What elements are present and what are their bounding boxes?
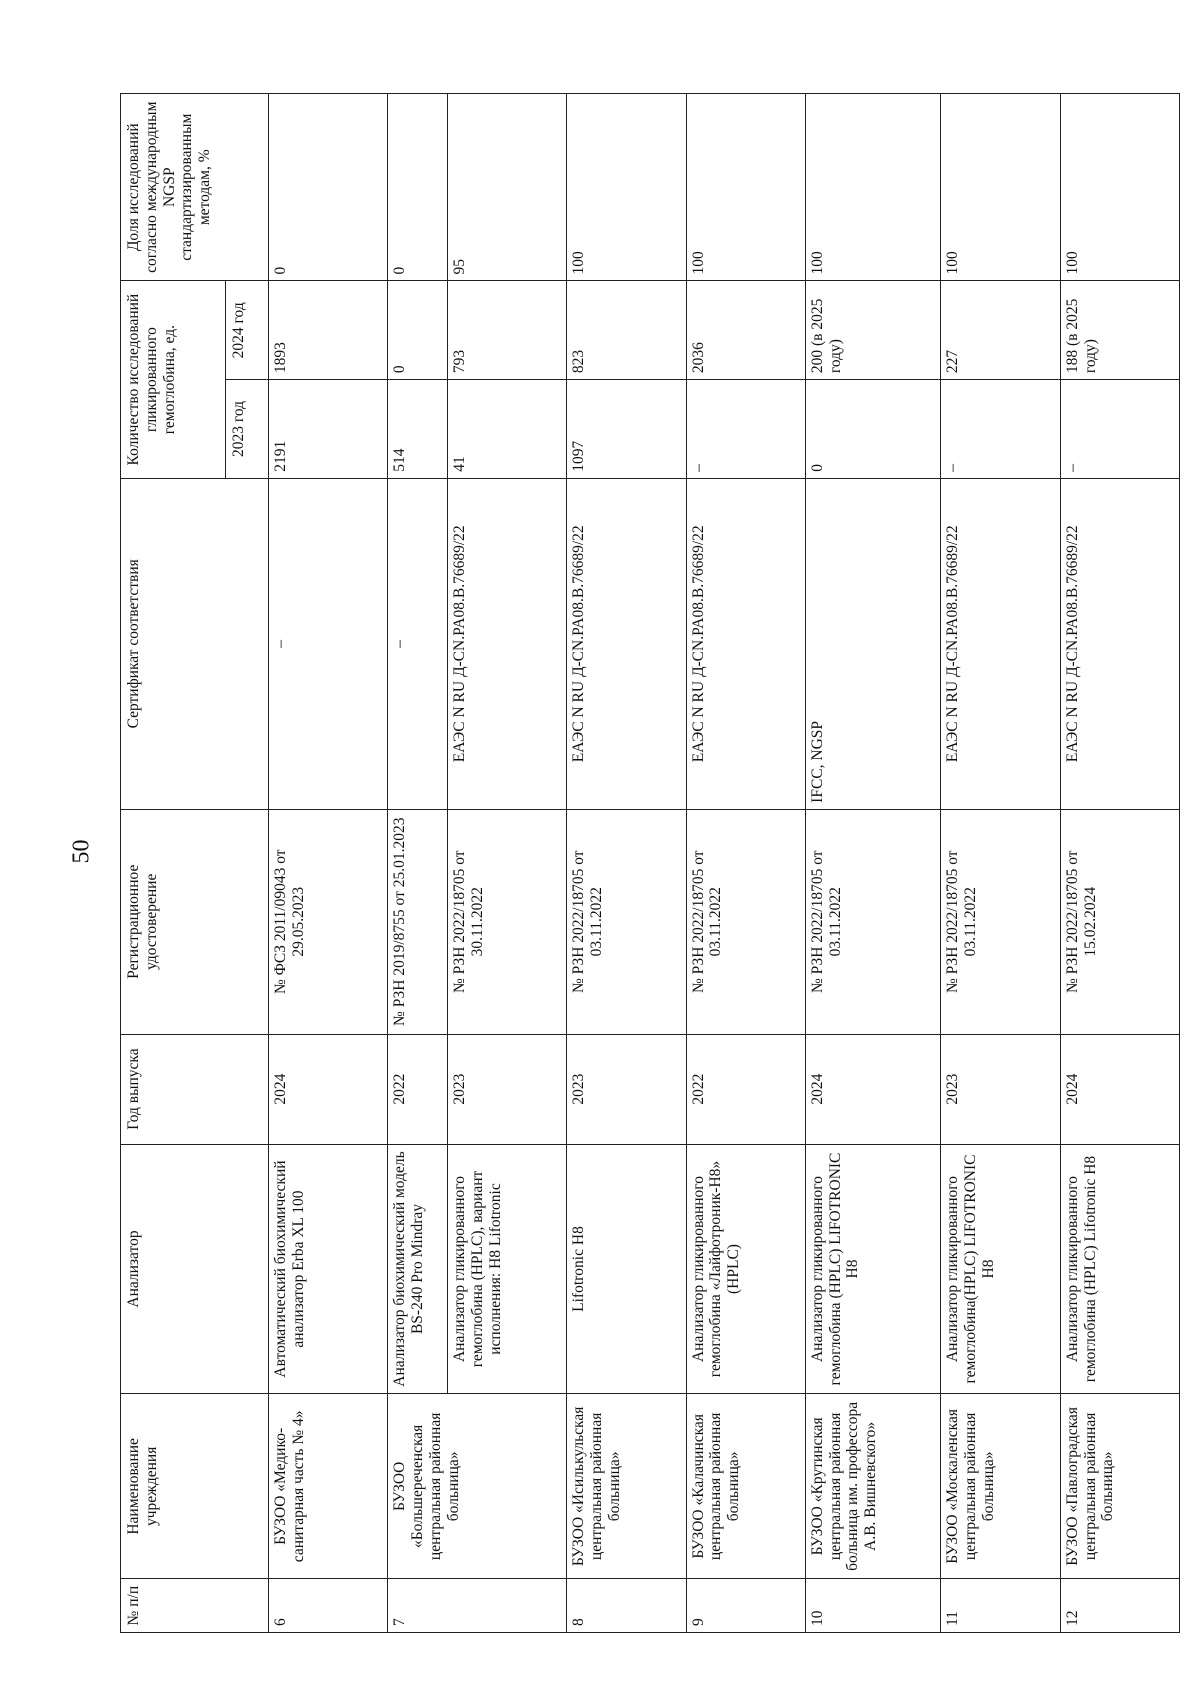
row-institution: БУЗОО «Крутинская центральная районная больница им. профессора А.В. Вишневского»: [805, 1394, 941, 1579]
row-year: 2024: [1060, 1034, 1179, 1144]
row-year: 2022: [686, 1034, 805, 1144]
page-number: 50: [68, 839, 95, 864]
header-count-2023: 2023 год: [226, 380, 269, 479]
row-share: 0: [269, 94, 388, 281]
row-count-2024: 2036: [686, 281, 805, 380]
row-certificate: –: [269, 478, 388, 809]
header-analyzer: Анализатор: [121, 1144, 269, 1394]
table-row: [805, 94, 941, 1633]
row-registration: № РЗН 2022/18705 от 03.11.2022: [567, 809, 686, 1034]
header-count: Количество исследований гликированного гемоглобина, ед.: [121, 281, 226, 478]
row-num: 10: [805, 1579, 941, 1633]
row-count-2024: 200 (в 2025 году): [805, 281, 941, 380]
header-num: № п/п: [121, 1579, 269, 1633]
row-count-2023: –: [941, 380, 1060, 479]
row-institution: БУЗОО «Исилькульская центральная районная больница»: [567, 1394, 686, 1579]
row-analyzer: Анализатор гликированного гемоглобина (HPLC) Lifotronic H8: [1060, 1144, 1179, 1394]
header-year: Год выпуска: [121, 1034, 269, 1144]
row-certificate: ЕАЭС N RU Д-CN.PA08.B.76689/22: [1060, 478, 1179, 809]
row-analyzer: Lifotronic H8: [567, 1144, 686, 1394]
row-registration: № РЗН 2022/18705 от 30.11.2022: [447, 809, 566, 1034]
header-certificate: Сертификат соответствия: [121, 478, 269, 809]
header-share: Доля исследований согласно международным NGSP стандартизированным методам, %: [121, 94, 269, 281]
row-institution: БУЗОО «Калачинская центральная районная больница»: [686, 1394, 805, 1579]
row-institution: БУЗОО «Павлоградская центральная районная больница»: [1060, 1394, 1179, 1579]
row-count-2023: –: [1060, 380, 1179, 479]
row-registration: № РЗН 2019/8755 от 25.01.2023: [388, 809, 448, 1034]
row-share: 0: [388, 94, 448, 281]
row-share: 100: [567, 94, 686, 281]
analyzers-table: [120, 93, 1180, 1633]
row-institution: БУЗОО «Москаленская центральная районная больница»: [941, 1394, 1060, 1579]
row-count-2024: 188 (в 2025 году): [1060, 281, 1179, 380]
row-share: 100: [941, 94, 1060, 281]
row-year: 2022: [388, 1034, 448, 1144]
row-year: 2023: [941, 1034, 1060, 1144]
table-row: [388, 94, 448, 1633]
row-share: 100: [1060, 94, 1179, 281]
row-institution: БУЗОО «Медико-санитарная часть № 4»: [269, 1394, 388, 1579]
row-count-2023: 2191: [269, 380, 388, 479]
header-row: [121, 94, 226, 1633]
row-certificate: –: [388, 478, 448, 809]
table-row: [269, 94, 388, 1633]
row-share: 95: [447, 94, 566, 281]
row-num: 12: [1060, 1579, 1179, 1633]
row-count-2023: 1097: [567, 380, 686, 479]
header-count-2024: 2024 год: [226, 281, 269, 380]
table-row: [941, 94, 1060, 1633]
row-registration: № РЗН 2022/18705 от 03.11.2022: [805, 809, 941, 1034]
row-registration: № ФСЗ 2011/09043 от 29.05.2023: [269, 809, 388, 1034]
row-analyzer: Анализатор гликированного гемоглобина (HPLC) LIFOTRONIC H8: [805, 1144, 941, 1394]
row-count-2024: 0: [388, 281, 448, 380]
row-count-2024: 1893: [269, 281, 388, 380]
table-row: [1060, 94, 1179, 1633]
table-row: [686, 94, 805, 1633]
row-analyzer: Анализатор гликированного гемоглобина (HPLC), вариант исполнения: H8 Lifotronic: [447, 1144, 566, 1394]
header-registration: Регистрационное удостоверение: [121, 809, 269, 1034]
row-count-2023: –: [686, 380, 805, 479]
row-year: 2023: [567, 1034, 686, 1144]
row-count-2023: 514: [388, 380, 448, 479]
row-registration: № РЗН 2022/18705 от 03.11.2022: [941, 809, 1060, 1034]
row-num: 8: [567, 1579, 686, 1633]
row-certificate: IFCC, NGSP: [805, 478, 941, 809]
row-share: 100: [805, 94, 941, 281]
row-registration: № РЗН 2022/18705 от 03.11.2022: [686, 809, 805, 1034]
row-num: 11: [941, 1579, 1060, 1633]
row-count-2023: 0: [805, 380, 941, 479]
row-analyzer: Автоматический биохимический анализатор Erba XL 100: [269, 1144, 388, 1394]
row-count-2023: 41: [447, 380, 566, 479]
row-certificate: ЕАЭС N RU Д-CN.PA08.B.76689/22: [567, 478, 686, 809]
row-num: 7: [388, 1579, 567, 1633]
header-institution: Наименование учреждения: [121, 1394, 269, 1579]
row-analyzer: Анализатор биохимический модель BS-240 Pro Mindray: [388, 1144, 448, 1394]
row-num: 6: [269, 1579, 388, 1633]
row-certificate: ЕАЭС N RU Д-CN.PA08.B.76689/22: [447, 478, 566, 809]
row-year: 2024: [269, 1034, 388, 1144]
row-year: 2023: [447, 1034, 566, 1144]
table-row: [567, 94, 686, 1633]
row-year: 2024: [805, 1034, 941, 1144]
row-analyzer: Анализатор гликированного гемоглобина(HPLC) LIFOTRONIC H8: [941, 1144, 1060, 1394]
row-num: 9: [686, 1579, 805, 1633]
row-count-2024: 227: [941, 281, 1060, 380]
row-share: 100: [686, 94, 805, 281]
row-registration: № РЗН 2022/18705 от 15.02.2024: [1060, 809, 1179, 1034]
row-certificate: ЕАЭС N RU Д-CN.PA08.B.76689/22: [686, 478, 805, 809]
row-certificate: ЕАЭС N RU Д-CN.PA08.B.76689/22: [941, 478, 1060, 809]
row-analyzer: Анализатор гликированного гемоглобина «Лайфотроник-H8» (HPLC): [686, 1144, 805, 1394]
row-count-2024: 793: [447, 281, 566, 380]
row-institution: БУЗОО «Большереченская центральная районная больница»: [388, 1394, 567, 1579]
rotated-table-page: [120, 93, 1180, 1633]
row-count-2024: 823: [567, 281, 686, 380]
